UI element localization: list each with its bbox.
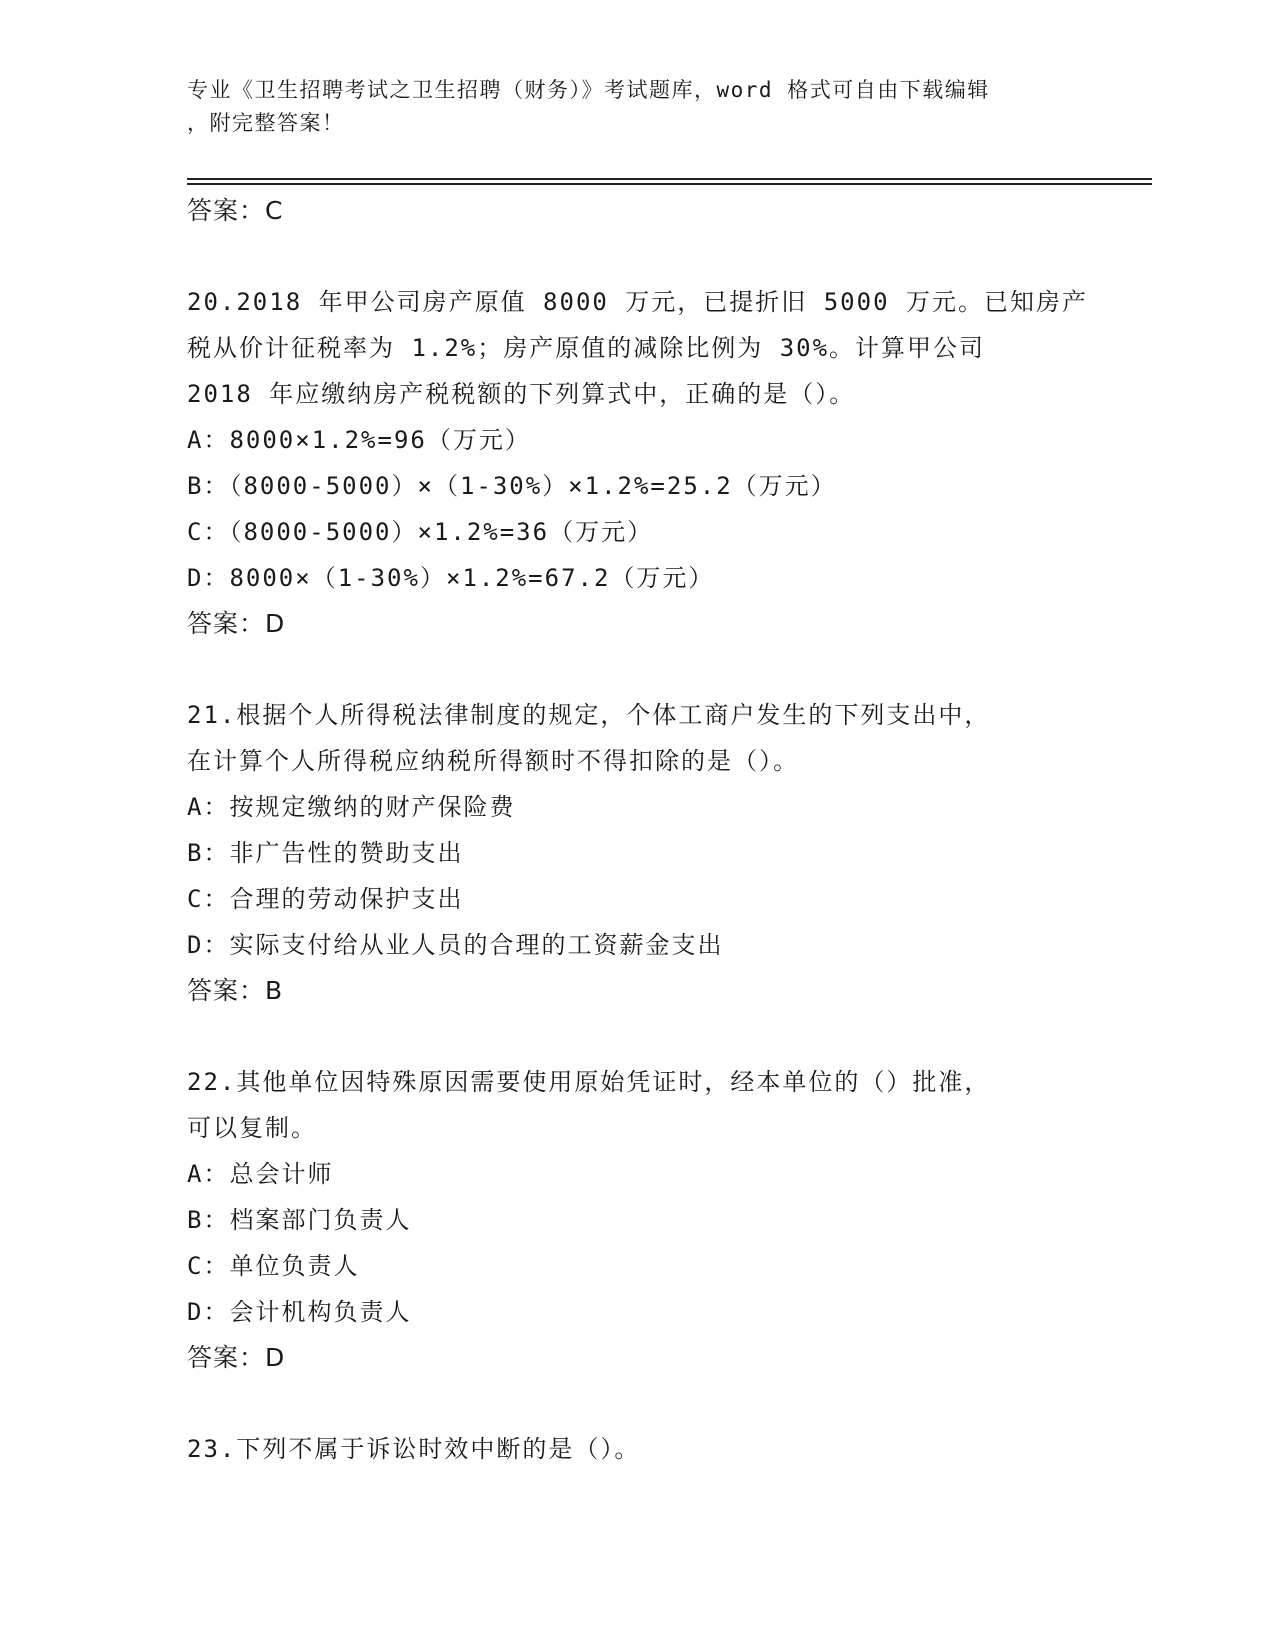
question-text-line: 在计算个人所得税应纳税所得额时不得扣除的是（）。 [187,747,799,775]
option-a: A：8000×1.2%=96（万元） [187,426,531,454]
option-c: C：合理的劳动保护支出 [187,885,464,913]
question-22 [187,1059,1087,1381]
option-b: B：（8000-5000）×（1-30%）×1.2%=25.2（万元） [187,472,837,500]
option-a: A：总会计师 [187,1160,334,1188]
question-text-line: 21.根据个人所得税法律制度的规定，个体工商户发生的下列支出中， [187,701,991,729]
question-23 [187,1426,1087,1472]
option-d: D：会计机构负责人 [187,1298,412,1326]
option-c: C：（8000-5000）×1.2%=36（万元） [187,518,654,546]
spacer [187,1014,1087,1059]
question-content [187,188,1087,1472]
header-line-2: ，附完整答案！ [187,111,345,135]
spacer [187,647,1087,692]
header-rule-bottom [187,183,1152,185]
question-text-line: 23.下列不属于诉讼时效中断的是（）。 [187,1435,641,1463]
header-line-1: 专业《卫生招聘考试之卫生招聘（财务）》考试题库，word 格式可自由下载编辑 [187,78,990,102]
option-a: A：按规定缴纳的财产保险费 [187,793,516,821]
spacer [187,1381,1087,1426]
answer: 答案：B [187,976,284,1005]
option-d: D：实际支付给从业人员的合理的工资薪金支出 [187,931,724,959]
option-b: B：档案部门负责人 [187,1206,412,1234]
question-text-line: 22.其他单位因特殊原因需要使用原始凭证时，经本单位的（）批准， [187,1068,991,1096]
answer: 答案：D [187,1343,286,1372]
document-header [187,74,1087,140]
option-b: B：非广告性的赞助支出 [187,839,464,867]
spacer [187,234,1087,279]
answer-previous: 答案：C [187,196,284,225]
answer: 答案：D [187,609,286,638]
question-21 [187,692,1087,1014]
header-rule-top [187,178,1152,180]
question-text-line: 2018 年应缴纳房产税税额的下列算式中，正确的是（）。 [187,380,856,408]
option-d: D：8000×（1-30%）×1.2%=67.2（万元） [187,564,715,592]
question-text-line: 可以复制。 [187,1114,317,1142]
question-20 [187,279,1087,647]
question-text-line: 20.2018 年甲公司房产原值 8000 万元，已提折旧 5000 万元。已知房产 [187,288,1088,316]
question-text-line: 税从价计征税率为 1.2%；房产原值的减除比例为 30%。计算甲公司 [187,334,986,362]
option-c: C：单位负责人 [187,1252,360,1280]
